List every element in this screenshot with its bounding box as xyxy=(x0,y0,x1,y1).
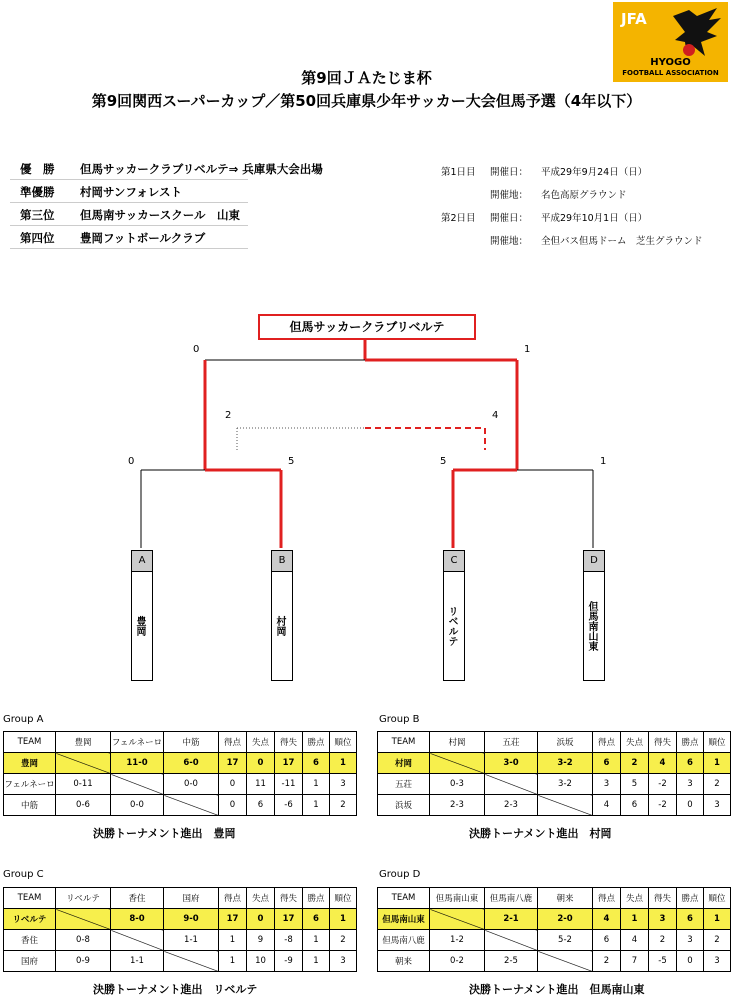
bracket-slot-c xyxy=(443,550,465,681)
table-cell: 1 xyxy=(219,951,247,972)
table-row xyxy=(378,774,731,795)
diagonal-cell xyxy=(538,795,593,816)
table-cell: 1 xyxy=(330,753,357,774)
table-cell: 0 xyxy=(247,753,275,774)
score-semi1-right: 5 xyxy=(288,456,295,467)
table-cell: 2-5 xyxy=(485,951,538,972)
header-cell: 勝点 xyxy=(677,888,704,909)
table-row xyxy=(4,795,357,816)
table-cell: 3-0 xyxy=(485,753,538,774)
info-day1-venue: 名色高原グラウンド xyxy=(541,190,627,201)
table-row xyxy=(4,909,357,930)
table-cell: 3-2 xyxy=(538,774,593,795)
score-third-right: 4 xyxy=(492,410,499,421)
group-d-table xyxy=(377,887,731,972)
table-cell: 6 xyxy=(303,909,330,930)
group-a-label: Group A xyxy=(3,714,44,725)
table-cell: フェルネーロ xyxy=(4,774,56,795)
table-cell: 2-3 xyxy=(485,795,538,816)
table-cell: 6 xyxy=(247,795,275,816)
result-rank: 第四位 xyxy=(20,231,55,245)
bracket-winner-box: 但馬サッカークラブリベルテ xyxy=(258,314,476,340)
table-cell: 1 xyxy=(330,909,357,930)
table-cell: 6-0 xyxy=(164,753,219,774)
table-cell: 但馬南山東 xyxy=(378,909,430,930)
header-cell: TEAM xyxy=(4,888,56,909)
table-cell: 2-1 xyxy=(485,909,538,930)
group-c-label: Group C xyxy=(3,869,44,880)
table-cell: 5 xyxy=(621,774,649,795)
table-cell: 3 xyxy=(677,774,704,795)
score-final-right: 1 xyxy=(524,344,531,355)
result-team: 但馬南サッカースクール 山東 xyxy=(80,208,240,222)
table-cell: 1 xyxy=(704,753,731,774)
slot-team-name: リベルテ xyxy=(444,572,459,680)
table-cell: 3-2 xyxy=(538,753,593,774)
score-third-left: 2 xyxy=(225,410,232,421)
table-row xyxy=(4,753,357,774)
diagonal-cell xyxy=(111,930,164,951)
table-cell: 3 xyxy=(649,909,677,930)
group-c-advance-note: 決勝トーナメント進出 リベルテ xyxy=(93,983,258,996)
header-cell: TEAM xyxy=(4,732,56,753)
table-header-row xyxy=(4,732,357,753)
table-cell: 2 xyxy=(704,774,731,795)
table-row xyxy=(378,909,731,930)
header-cell: TEAM xyxy=(378,888,430,909)
group-c-table xyxy=(3,887,357,972)
header-cell: 五荘 xyxy=(485,732,538,753)
header-cell: 失点 xyxy=(621,732,649,753)
table-cell: 1-2 xyxy=(430,930,485,951)
result-rank: 第三位 xyxy=(20,208,55,222)
table-cell: 2-3 xyxy=(430,795,485,816)
logo-hyogo-text: HYOGO xyxy=(650,57,691,68)
slot-group-letter: C xyxy=(444,551,464,572)
table-cell: 1 xyxy=(303,774,330,795)
header-cell: 得失 xyxy=(275,732,303,753)
result-team: 但馬サッカークラブリベルテ⇒ 兵庫県大会出場 xyxy=(80,162,323,176)
header-cell: 村岡 xyxy=(430,732,485,753)
table-cell: 豊岡 xyxy=(4,753,56,774)
table-cell: 3 xyxy=(593,774,621,795)
table-cell: 6 xyxy=(303,753,330,774)
info-day2-label: 第2日目 xyxy=(441,213,476,224)
table-cell: 1 xyxy=(219,930,247,951)
slot-team-name: 豊岡 xyxy=(132,572,147,680)
table-cell: -2 xyxy=(649,795,677,816)
table-cell: 4 xyxy=(649,753,677,774)
score-semi2-left: 5 xyxy=(440,456,447,467)
result-team: 豊岡フットボールクラブ xyxy=(80,231,206,245)
table-cell: 朝来 xyxy=(378,951,430,972)
table-cell: 香住 xyxy=(4,930,56,951)
table-cell: 1 xyxy=(621,909,649,930)
group-b-table xyxy=(377,731,731,816)
slot-group-letter: A xyxy=(132,551,152,572)
table-cell: 10 xyxy=(247,951,275,972)
page-title-line1: 第9回ＪＡたじま杯 xyxy=(301,69,432,87)
table-cell: 17 xyxy=(275,753,303,774)
group-d-advance-note: 決勝トーナメント進出 但馬南山東 xyxy=(469,983,645,996)
header-cell: 国府 xyxy=(164,888,219,909)
table-cell: 0-11 xyxy=(56,774,111,795)
table-cell: 6 xyxy=(677,909,704,930)
table-cell: -6 xyxy=(275,795,303,816)
table-row xyxy=(378,753,731,774)
table-header-row xyxy=(378,888,731,909)
table-cell: -8 xyxy=(275,930,303,951)
table-row xyxy=(4,951,357,972)
diagonal-cell xyxy=(56,753,111,774)
table-cell: 0-9 xyxy=(56,951,111,972)
diagonal-cell xyxy=(485,774,538,795)
table-cell: 11 xyxy=(247,774,275,795)
table-cell: 3 xyxy=(677,930,704,951)
table-cell: -5 xyxy=(649,951,677,972)
table-cell: 但馬南八鹿 xyxy=(378,930,430,951)
header-cell: リベルテ xyxy=(56,888,111,909)
score-semi2-right: 1 xyxy=(600,456,607,467)
header-cell: 順位 xyxy=(704,732,731,753)
header-cell: 得失 xyxy=(649,888,677,909)
table-cell: 1 xyxy=(303,951,330,972)
table-cell: 1-1 xyxy=(164,930,219,951)
slot-team-name: 但馬南山東 xyxy=(584,572,599,680)
table-cell: 7 xyxy=(621,951,649,972)
header-cell: 順位 xyxy=(704,888,731,909)
table-cell: 浜坂 xyxy=(378,795,430,816)
table-cell: 9 xyxy=(247,930,275,951)
page-title-line2: 第9回関西スーパーカップ／第50回兵庫県少年サッカー大会但馬予選（4年以下） xyxy=(91,92,642,110)
diagonal-cell xyxy=(164,951,219,972)
table-cell: 6 xyxy=(593,930,621,951)
table-cell: 国府 xyxy=(4,951,56,972)
group-a-advance-note: 決勝トーナメント進出 豊岡 xyxy=(93,827,236,840)
table-row xyxy=(378,930,731,951)
info-day2-date-label: 開催日： xyxy=(490,213,529,224)
header-cell: 失点 xyxy=(247,888,275,909)
result-rank: 優 勝 xyxy=(20,162,55,176)
table-row xyxy=(378,795,731,816)
table-cell: -11 xyxy=(275,774,303,795)
diagonal-cell xyxy=(56,909,111,930)
header-cell: 勝点 xyxy=(303,732,330,753)
table-cell: 3 xyxy=(330,951,357,972)
table-cell: 0-2 xyxy=(430,951,485,972)
table-cell: 3 xyxy=(704,951,731,972)
table-header-row xyxy=(378,732,731,753)
table-cell: 4 xyxy=(593,909,621,930)
header-cell: 得失 xyxy=(649,732,677,753)
table-cell: 6 xyxy=(677,753,704,774)
header-cell: 浜坂 xyxy=(538,732,593,753)
table-cell: リベルテ xyxy=(4,909,56,930)
group-b-advance-note: 決勝トーナメント進出 村岡 xyxy=(469,827,612,840)
table-cell: 村岡 xyxy=(378,753,430,774)
score-semi1-left: 0 xyxy=(128,456,135,467)
header-cell: 豊岡 xyxy=(56,732,111,753)
diagonal-cell xyxy=(538,951,593,972)
table-cell: 3 xyxy=(330,774,357,795)
info-day2-venue: 全但バス但馬ドーム 芝生グラウンド xyxy=(541,236,703,247)
info-day1-venue-label: 開催地： xyxy=(490,190,529,201)
info-day1-date: 平成29年9月24日（日） xyxy=(541,167,648,178)
group-b-label: Group B xyxy=(379,714,420,725)
table-cell: 0 xyxy=(219,795,247,816)
header-cell: 失点 xyxy=(621,888,649,909)
table-cell: 0-3 xyxy=(430,774,485,795)
table-cell: 0-6 xyxy=(56,795,111,816)
header-cell: 勝点 xyxy=(677,732,704,753)
table-cell: 1 xyxy=(303,795,330,816)
table-cell: 0-0 xyxy=(111,795,164,816)
header-cell: 順位 xyxy=(330,888,357,909)
bracket-slot-d xyxy=(583,550,605,681)
table-cell: 2 xyxy=(593,951,621,972)
table-row xyxy=(378,951,731,972)
header-cell: 中筋 xyxy=(164,732,219,753)
table-cell: 17 xyxy=(219,909,247,930)
table-cell: 0 xyxy=(677,795,704,816)
table-cell: 1 xyxy=(303,930,330,951)
table-cell: -9 xyxy=(275,951,303,972)
info-day1-date-label: 開催日： xyxy=(490,167,529,178)
header-cell: 順位 xyxy=(330,732,357,753)
table-cell: 4 xyxy=(621,930,649,951)
table-cell: 1 xyxy=(704,909,731,930)
table-cell: 0 xyxy=(247,909,275,930)
table-cell: 17 xyxy=(219,753,247,774)
diagonal-cell xyxy=(430,753,485,774)
info-day2-venue-label: 開催地： xyxy=(490,236,529,247)
table-cell: 五荘 xyxy=(378,774,430,795)
info-day2-date: 平成29年10月1日（日） xyxy=(541,213,648,224)
header-cell: 勝点 xyxy=(303,888,330,909)
table-cell: 11-0 xyxy=(111,753,164,774)
logo-association-text: FOOTBALL ASSOCIATION xyxy=(622,69,719,77)
table-cell: 2-0 xyxy=(538,909,593,930)
diagonal-cell xyxy=(430,909,485,930)
table-cell: 0-8 xyxy=(56,930,111,951)
table-header-row xyxy=(4,888,357,909)
header-cell: TEAM xyxy=(378,732,430,753)
table-cell: 8-0 xyxy=(111,909,164,930)
table-cell: 3 xyxy=(704,795,731,816)
table-cell: 9-0 xyxy=(164,909,219,930)
table-cell: 6 xyxy=(621,795,649,816)
bracket-slot-a xyxy=(131,550,153,681)
table-cell: 2 xyxy=(621,753,649,774)
slot-group-letter: B xyxy=(272,551,292,572)
header-cell: 得点 xyxy=(219,732,247,753)
slot-team-name: 村岡 xyxy=(272,572,287,680)
header-cell: 得点 xyxy=(219,888,247,909)
table-cell: 6 xyxy=(593,753,621,774)
header-cell: 得失 xyxy=(275,888,303,909)
group-a-table xyxy=(3,731,357,816)
header-cell: 得点 xyxy=(593,888,621,909)
table-cell: 2 xyxy=(704,930,731,951)
slot-group-letter: D xyxy=(584,551,604,572)
header-cell: 但馬南山東 xyxy=(430,888,485,909)
diagonal-cell xyxy=(485,930,538,951)
header-cell: 失点 xyxy=(247,732,275,753)
result-rank: 準優勝 xyxy=(20,185,55,199)
table-cell: 17 xyxy=(275,909,303,930)
header-cell: フェルネーロ xyxy=(111,732,164,753)
table-cell: 4 xyxy=(593,795,621,816)
score-final-left: 0 xyxy=(193,344,200,355)
diagonal-cell xyxy=(111,774,164,795)
header-cell: 得点 xyxy=(593,732,621,753)
result-team: 村岡サンフォレスト xyxy=(80,185,183,199)
bracket-slot-b xyxy=(271,550,293,681)
table-cell: 5-2 xyxy=(538,930,593,951)
header-cell: 但馬南八鹿 xyxy=(485,888,538,909)
table-cell: -2 xyxy=(649,774,677,795)
table-row xyxy=(4,774,357,795)
table-cell: 1-1 xyxy=(111,951,164,972)
info-day1-label: 第1日目 xyxy=(441,167,476,178)
header-cell: 香住 xyxy=(111,888,164,909)
table-cell: 2 xyxy=(330,795,357,816)
logo-jfa-text: JFA xyxy=(621,10,647,28)
table-cell: 2 xyxy=(649,930,677,951)
group-d-label: Group D xyxy=(379,869,421,880)
table-cell: 中筋 xyxy=(4,795,56,816)
table-row xyxy=(4,930,357,951)
table-cell: 2 xyxy=(330,930,357,951)
diagonal-cell xyxy=(164,795,219,816)
table-cell: 0-0 xyxy=(164,774,219,795)
header-cell: 朝来 xyxy=(538,888,593,909)
table-cell: 0 xyxy=(677,951,704,972)
table-cell: 0 xyxy=(219,774,247,795)
